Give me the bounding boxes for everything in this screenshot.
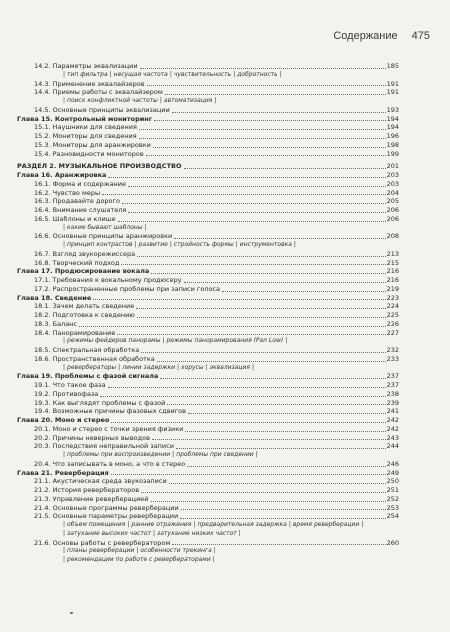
toc-section[interactable] [17,132,399,141]
keyword-separator: | [361,521,364,528]
toc-page-number: 242 [386,424,399,433]
toc-keyword-line [17,451,399,460]
toc-section[interactable] [17,495,399,504]
toc-section[interactable] [17,425,399,434]
toc-page-number: 191 [386,79,399,88]
toc-page-number: 185 [386,62,399,70]
toc-entry-title: 14.2. Параметры эквализации [34,62,138,70]
dot-leader [111,473,386,475]
dot-leader [154,119,385,121]
pen-mark [70,612,73,614]
toc-chapter[interactable] [17,416,399,425]
toc-keyword: затухание высоких частот [67,529,151,537]
toc-entry-title: 21.1. Акустическая среда звукозаписи [34,477,167,486]
toc-keyword: линии задержки [122,363,175,371]
toc-section[interactable] [17,250,399,259]
toc-part[interactable] [17,162,399,171]
dot-leader [151,272,385,274]
toc-section[interactable] [17,197,399,206]
toc-page-number: 253 [386,503,399,512]
toc-keyword: проблемы при сведении [176,451,254,458]
toc-page-number: 246 [386,459,399,468]
dot-leader [140,67,386,69]
toc-page-number: 219 [386,284,399,293]
dot-leader [122,202,386,204]
toc-section[interactable] [17,88,399,97]
toc-section[interactable] [17,215,399,224]
toc-page-number: 225 [386,311,399,319]
toc-entry-title: 21.4. Основные программы реверберации [34,503,179,512]
dot-leader [93,298,385,300]
page-number: 475 [411,30,430,42]
table-of-contents [17,62,399,565]
toc-section[interactable] [17,141,399,150]
dot-leader [153,146,386,148]
toc-entry-title: 15.2. Мониторы для сведения [34,132,137,140]
toc-page-number: 194 [386,123,399,132]
dot-leader [152,438,386,440]
dot-leader [146,154,386,156]
toc-entry-title: 16.2. Чувство меры [34,188,101,197]
keyword-separator: | [235,241,238,248]
dot-leader [108,386,386,388]
toc-keyword: несущая частота [113,70,168,78]
toc-entry-title: 18.3. Баланс [34,319,78,328]
toc-chapter[interactable] [17,469,399,478]
toc-page-number: 254 [386,512,399,521]
toc-entry-title: 19.2. Противофаза [34,389,99,398]
dot-leader [184,281,386,283]
toc-section[interactable] [17,539,399,548]
toc-entry-title: 19.3. Как выглядят проблемы с фазой [34,398,166,407]
toc-entry-title: 17.1. Требования к вокальному продюсеру [34,276,182,284]
toc-keyword-line [17,97,399,106]
dot-leader [157,360,386,362]
keyword-separator: | [159,97,162,104]
toc-entry-title: 15.1. Наушники для сведения [34,123,137,132]
toc-keyword: планы реверберации [67,547,135,555]
toc-keyword: режимы фейдеров панорамы [67,337,161,345]
toc-entry-title: 21.2. История ревербераторов [34,486,140,494]
toc-entry-title: РАЗДЕЛ 2. МУЗЫКАЛЬНОЕ ПРОИЗВОДСТВО [17,162,182,171]
toc-entry-title: 15.3. Мониторы для аранжировки [34,140,151,149]
keyword-separator: | [63,556,66,563]
keyword-separator: | [136,547,139,555]
toc-entry-title: 16.7. Взгляд звукорежиссера [34,249,136,258]
toc-chapter[interactable] [17,115,399,124]
keyword-separator: | [169,70,172,78]
toc-section[interactable] [17,407,399,416]
toc-keyword: принцип контрастов [67,241,133,248]
keyword-separator: | [63,521,66,528]
toc-section[interactable] [17,62,399,71]
toc-entry-title: 18.2. Подготовка к сведению [34,311,135,319]
dot-leader [185,430,385,432]
dot-leader [108,176,385,178]
toc-page-number: 193 [386,105,399,114]
keyword-separator: | [127,521,130,528]
keyword-separator: | [279,70,282,78]
toc-keyword: добротность [237,70,278,78]
toc-page-number: 241 [386,407,399,416]
toc-entry-title: 16.6. Основные принципы аранжировки [34,232,173,241]
toc-entry-title: 20.4. Что записывать в моно, а что в стерео [34,459,186,468]
toc-entry-title: Глава 21. Реверберация [17,468,109,477]
toc-page-number: 203 [386,171,399,179]
toc-entry-title: 20.2. Причины неверных выводов [34,433,150,442]
dot-leader [111,421,385,423]
running-header-title: Содержание [333,30,398,42]
toc-keyword-line [17,364,399,373]
toc-keyword: рекомендации по работе с ревербераторами [67,556,211,563]
dot-leader [128,185,386,187]
dot-leader [137,255,386,257]
toc-section[interactable] [17,346,399,355]
dot-leader [172,543,385,545]
keyword-separator: | [252,363,255,371]
keyword-separator: | [109,70,112,78]
toc-keyword: тип фильтра [67,70,108,78]
dot-leader [137,316,386,318]
toc-keyword-line [17,521,399,530]
toc-page-number: 199 [386,149,399,158]
keyword-separator: | [233,70,236,78]
toc-entry-title: 16.1. Форма и содержание [34,179,127,188]
toc-entry-title: 19.1. Что такое фаза [34,381,106,389]
toc-keyword: проблемы при воспроизведении [67,451,171,458]
toc-page-number: 216 [386,267,399,276]
toc-page-number: 201 [386,162,399,171]
toc-section[interactable] [17,276,399,285]
keyword-separator: | [285,337,288,345]
dot-leader [222,290,386,292]
toc-page-number: 198 [386,140,399,149]
toc-section[interactable] [17,285,399,294]
toc-section[interactable] [17,460,399,469]
toc-keyword: ревербераторы [67,363,117,371]
dot-leader [139,137,386,139]
toc-keyword: объем помещения [67,521,126,528]
toc-page-number: 206 [386,206,399,214]
dot-leader [174,237,385,239]
toc-keyword-line [17,556,399,565]
toc-entry-title: 17.2. Распространенные проблемы при записи голоса [34,284,220,293]
keyword-separator: | [238,529,241,537]
toc-keyword: ранние отражения [131,521,192,528]
toc-keyword: автоматизация [163,97,213,104]
toc-entry-title: 16.8. Творческий подход [34,258,120,267]
dot-leader [184,167,386,169]
keyword-separator: | [63,241,66,248]
toc-keyword: развитие [138,241,168,248]
toc-page-number: 243 [386,433,399,442]
toc-section[interactable] [17,123,399,132]
toc-section[interactable] [17,477,399,486]
toc-page-number: 250 [386,477,399,486]
dot-leader [169,482,386,484]
toc-section[interactable] [17,302,399,311]
toc-keyword-line [17,241,399,250]
toc-section[interactable] [17,206,399,215]
dot-leader [187,465,385,467]
toc-entry-title: 21.5. Основные параметры реверберации [34,512,179,521]
toc-entry-title: 18.6. Пространственная обработка [34,354,155,363]
toc-keyword: эквализация [209,363,251,371]
toc-entry-title: 15.4. Разновидности мониторов [34,149,144,158]
toc-page-number: 237 [386,381,399,389]
keyword-separator: | [63,223,66,231]
toc-section[interactable] [17,355,399,364]
keyword-separator: | [255,451,258,458]
dot-leader [118,220,386,222]
toc-keyword: чувствительность [173,70,232,78]
toc-page-number: 238 [386,389,399,398]
toc-section[interactable] [17,180,399,189]
toc-section[interactable] [17,381,399,390]
toc-page-number: 208 [386,232,399,241]
toc-page-number: 239 [386,398,399,407]
toc-keyword-line [17,71,399,80]
dot-leader [79,325,386,327]
dot-leader [151,500,386,502]
toc-page-number: 244 [386,442,399,451]
toc-page-number: 191 [386,88,399,97]
toc-section[interactable] [17,189,399,198]
dot-leader [167,403,385,405]
toc-page-number: 226 [386,319,399,328]
keyword-separator: | [213,547,216,555]
toc-keyword: хорусы [181,363,204,371]
running-header [0,24,450,48]
toc-section[interactable] [17,390,399,399]
toc-page-number: 260 [386,538,399,547]
keyword-separator: | [169,241,172,248]
toc-page-number: 242 [386,416,399,424]
toc-entry-title: Глава 20. Моно и стерео [17,416,110,424]
toc-page-number: 233 [386,354,399,363]
toc-section[interactable] [17,311,399,320]
dot-leader [172,111,386,113]
toc-chapter[interactable] [17,171,399,180]
toc-chapter[interactable] [17,267,399,276]
toc-page-number: 224 [386,302,399,311]
toc-keyword-line [17,547,399,556]
toc-keyword-line [17,224,399,233]
keyword-separator: | [177,363,180,371]
dot-leader [141,351,385,353]
toc-keyword-line [17,337,399,346]
toc-section[interactable] [17,512,399,521]
toc-keyword: затухание низких частот [157,529,237,537]
keyword-separator: | [212,556,215,563]
keyword-separator: | [63,363,66,371]
dot-leader [181,508,386,510]
toc-page-number: 227 [386,328,399,337]
toc-entry-title: 21.6. Основы работы с ревербератором [34,538,171,547]
toc-keyword: какие бывают шаблоны [67,223,143,231]
toc-page-number: 237 [386,372,399,381]
toc-entry-title: Глава 16. Аранжировка [17,171,107,179]
dot-leader [102,193,385,195]
dot-leader [165,93,386,95]
toc-entry-title: Глава 15. Контрольный мониторинг [17,114,153,123]
toc-section[interactable] [17,320,399,329]
toc-entry-title: 21.3. Управление реверберацией [34,494,149,503]
toc-page-number: 213 [386,249,399,258]
toc-keyword: особенности трекинга [140,547,212,555]
toc-page-number: 215 [386,258,399,267]
toc-keyword: режимы панорамирования (Pan Low) [166,337,284,345]
toc-section[interactable] [17,504,399,513]
toc-entry-title: 19.4. Возможные причины фазовых сдвигов [34,407,186,416]
toc-section[interactable] [17,442,399,451]
toc-entry-title: 14.4. Приемы работы с эквалайзером [34,88,163,97]
keyword-separator: | [118,363,121,371]
toc-entry-title: 16.5. Шаблоны и клише [34,214,116,223]
toc-page-number: 194 [386,114,399,123]
toc-entry-title: 16.4. Внимание слушателя [34,206,127,214]
toc-entry-title: 18.1. Зачем делать сведение [34,302,135,311]
keyword-separator: | [63,547,66,555]
toc-section[interactable] [17,80,399,89]
toc-keyword-line [17,530,399,539]
toc-page-number: 205 [386,197,399,206]
toc-entry-title: 14.3. Применение эквалайзеров [34,79,145,88]
keyword-separator: | [144,223,147,231]
keyword-separator: | [63,97,66,104]
dot-leader [141,491,386,493]
keyword-separator: | [63,337,66,345]
toc-section[interactable] [17,106,399,115]
toc-page-number: 216 [386,276,399,284]
keyword-separator: | [63,529,66,537]
toc-entry-title: Глава 17. Продюсирование вокала [17,267,150,276]
dot-leader [128,211,385,213]
dot-leader [136,307,385,309]
toc-keyword: стройность формы [173,241,234,248]
keyword-separator: | [172,451,175,458]
dot-leader [160,377,385,379]
toc-page-number: 251 [386,486,399,494]
dot-leader [147,84,386,86]
dot-leader [180,517,385,519]
toc-section[interactable] [17,259,399,268]
toc-entry-title: 18.5. Спектральная обработка [34,346,140,354]
keyword-separator: | [63,70,66,78]
keyword-separator: | [134,241,137,248]
dot-leader [176,447,386,449]
keyword-separator: | [63,451,66,458]
dot-leader [188,412,386,414]
toc-section[interactable] [17,232,399,241]
toc-page-number: 206 [386,214,399,223]
toc-keyword: инструментовка [239,241,292,248]
toc-page-number: 249 [386,468,399,477]
toc-entry-title: 16.3. Продавайте дорого [34,197,120,206]
toc-entry-title: Глава 19. Проблемы с фазой сигнала [17,372,159,381]
toc-section[interactable] [17,486,399,495]
toc-keyword: предварительная задержка [197,521,287,528]
dot-leader [100,395,385,397]
toc-entry-title: 20.3. Последствия неправильной записи [34,442,174,451]
toc-section[interactable] [17,329,399,338]
dot-leader [139,128,386,130]
toc-keyword: время реверберации [292,521,360,528]
keyword-separator: | [153,529,156,537]
toc-entry-title: 18.4. Панорамирование [34,328,116,337]
toc-page-number: 204 [386,188,399,197]
toc-page-number: 196 [386,132,399,140]
keyword-separator: | [288,521,291,528]
keyword-separator: | [193,521,196,528]
toc-entry-title: 20.1. Моно и стерео с точки зрения физики [34,424,184,433]
keyword-separator: | [162,337,165,345]
toc-page-number: 223 [386,293,399,302]
toc-chapter[interactable] [17,372,399,381]
toc-keyword: поиск конфликтной частоты [67,97,158,104]
toc-page-number: 203 [386,179,399,188]
toc-section[interactable] [17,399,399,408]
toc-page-number: 232 [386,346,399,354]
dot-leader [117,333,385,335]
toc-section[interactable] [17,434,399,443]
toc-section[interactable] [17,150,399,159]
keyword-separator: | [293,241,296,248]
keyword-separator: | [214,97,217,104]
keyword-separator: | [205,363,208,371]
toc-chapter[interactable] [17,294,399,303]
dot-leader [121,263,385,265]
toc-entry-title: 14.5. Основные принципы эквализации [34,105,170,114]
toc-page-number: 252 [386,494,399,503]
toc-entry-title: Глава 18. Сведение [17,293,92,302]
